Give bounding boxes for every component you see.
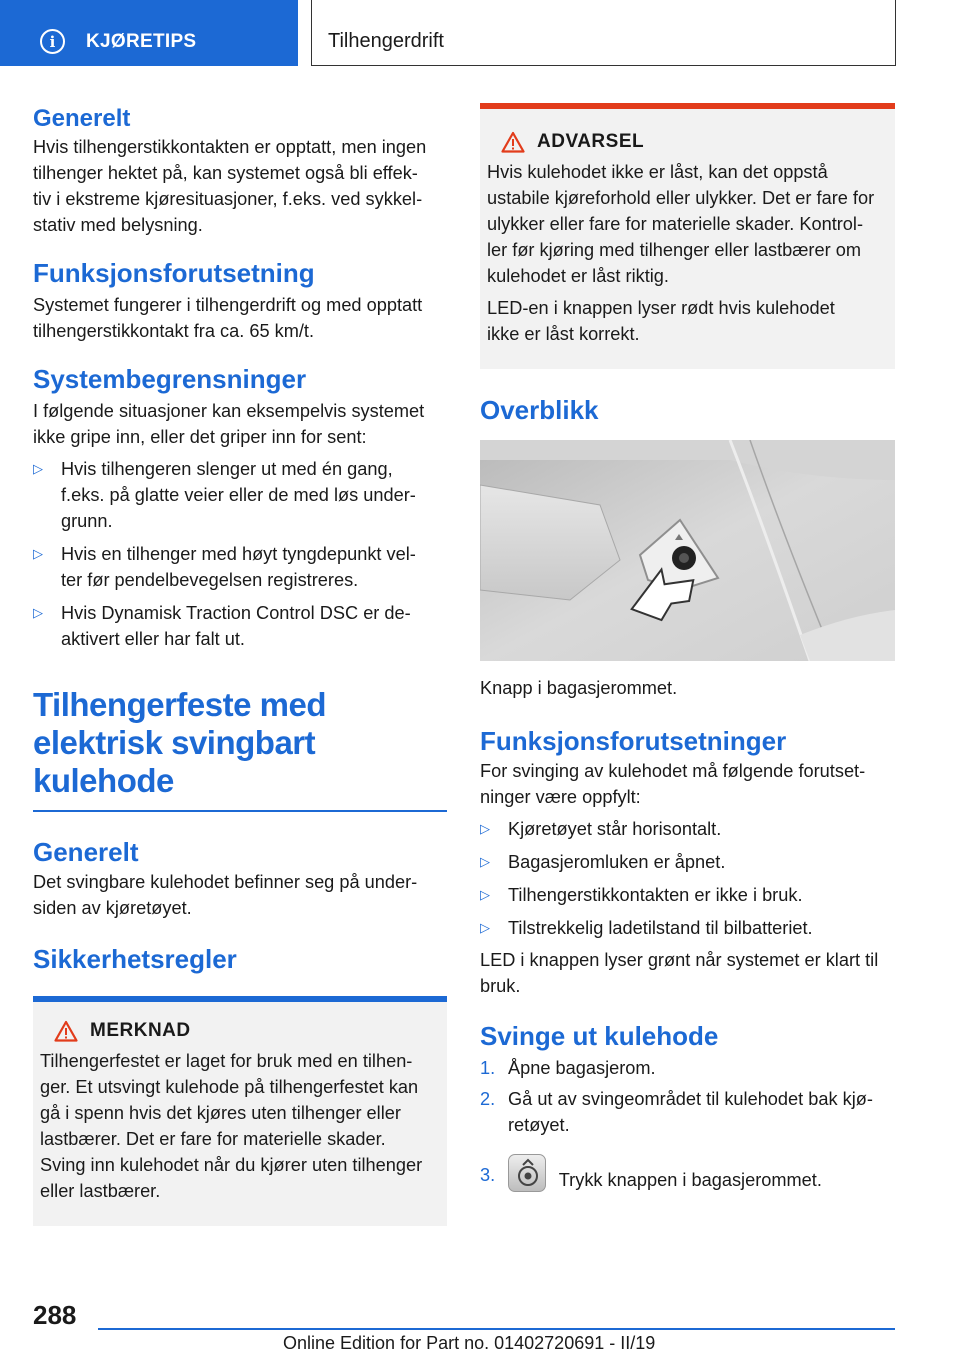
step-item (480, 1152, 895, 1200)
chapter-title-box (311, 0, 896, 66)
text-line: LED-en i knappen lyser rødt hvis kulehodet (487, 298, 835, 318)
edition-text: Online Edition for Part no. 01402720691 - II/19 (283, 1333, 656, 1353)
paragraph (33, 398, 447, 450)
info-icon: i (40, 29, 65, 54)
text-line: ikke er låst korrekt. (487, 324, 640, 344)
warning-triangle-icon (54, 1020, 78, 1042)
text-line: kulehodet er låst riktig. (487, 266, 669, 286)
warning-triangle-icon (501, 131, 525, 153)
text-line: Tilhengerfestet er laget for bruk med en tilhen- (40, 1050, 413, 1071)
text-line: ninger være oppfylt: (480, 787, 641, 807)
list-item (480, 816, 895, 842)
trunk-illustration (480, 440, 895, 661)
warning-title: ADVARSEL (537, 131, 645, 152)
text-line: ulykker eller fare for materielle skader. Kontrol- (487, 214, 864, 234)
section-heading-systembegrensninger: Systembegrensninger (33, 364, 307, 394)
chapter-title: Tilhengerdrift (328, 30, 444, 52)
list-item (480, 882, 895, 908)
tow-hitch-button-icon (508, 1154, 546, 1192)
section-heading-funksjonsforutsetning: Funksjonsforutsetning (33, 258, 315, 288)
paragraph (33, 869, 447, 921)
triangle-bullet-icon: ▷ (480, 887, 490, 902)
text-line: siden av kjøretøyet. (33, 897, 192, 918)
text-line: retøyet. (508, 1115, 570, 1135)
text-line: bruk. (480, 976, 521, 996)
section-heading-funksjonsforutsetninger: Funksjonsforutsetninger (480, 726, 787, 756)
warning-header (501, 131, 888, 153)
numbered-steps (480, 1055, 895, 1200)
section-tab-label: KJØRETIPS (86, 31, 197, 52)
section-tab (0, 0, 298, 66)
text-line: Bagasjeromluken er åpnet. (508, 852, 726, 872)
triangle-bullet-icon: ▷ (33, 605, 43, 620)
trunk-button-photo (480, 440, 895, 661)
text-line: Trykk knappen i bagasjerommet. (558, 1169, 822, 1190)
figure-caption: Knapp i bagasjerommet. (480, 678, 678, 698)
text-line: gå i spenn hvis det kjøres uten tilhenger eller (40, 1102, 401, 1123)
note-text (40, 1048, 440, 1204)
chapter-heading (33, 686, 447, 800)
text-line: tiv i ekstreme kjøresituasjoner, f.eks. ved sykkel- (33, 189, 423, 209)
section-heading-generelt-2: Generelt (33, 836, 139, 867)
text-line: lastbærer. Det er fare for materielle skader. (40, 1128, 386, 1149)
list-item (480, 915, 895, 941)
text-line: ustabile kjøreforhold eller ulykker. Det er fare for (487, 188, 875, 208)
text-line: tilhengerstikkontakt fra ca. 65 km/t. (33, 321, 315, 341)
text-line: eller lastbærer. (40, 1180, 161, 1201)
text-line: Åpne bagasjerom. (508, 1058, 656, 1078)
paragraph (480, 758, 895, 810)
list-item (33, 600, 447, 652)
paragraph (33, 292, 447, 344)
paragraph (33, 134, 447, 238)
list-item (480, 849, 895, 875)
step-item (480, 1055, 895, 1081)
list-item (33, 456, 447, 534)
section-heading-generelt: Generelt (33, 105, 131, 132)
left-column (33, 100, 447, 1226)
text-line: ikke gripe inn, eller det griper inn for sent: (33, 427, 367, 447)
text-line: stativ med belysning. (33, 215, 203, 235)
text-line: Hvis tilhengeren slenger ut med én gang, (61, 459, 393, 479)
text-line: Det svingbare kulehodet befinner seg på under- (33, 871, 418, 892)
note-header (54, 1020, 440, 1042)
triangle-bullet-icon: ▷ (33, 546, 43, 561)
page-header (0, 0, 960, 66)
text-line: Hvis tilhengerstikkontakten er opptatt, men ingen (33, 137, 427, 157)
warning-text (487, 159, 888, 289)
right-column (480, 103, 895, 1200)
triangle-bullet-icon: ▷ (480, 821, 490, 836)
step-number: 2. (480, 1089, 496, 1109)
text-line: aktivert eller har falt ut. (61, 629, 245, 649)
text-line: For svinging av kulehodet må følgende forutset- (480, 761, 866, 781)
page-number: 288 (33, 1300, 77, 1330)
chapter-heading-line: Tilhengerfeste med (33, 686, 326, 723)
footer-divider (98, 1328, 895, 1330)
triangle-bullet-icon: ▷ (480, 920, 490, 935)
text-line: Tilstrekkelig ladetilstand til bilbatteriet. (508, 918, 813, 938)
paragraph (480, 947, 895, 999)
text-line: Kjøretøyet står horisontalt. (508, 819, 722, 839)
bullet-list (480, 816, 895, 941)
text-line: Hvis kulehodet ikke er låst, kan det oppstå (487, 162, 828, 182)
text-line: Systemet fungerer i tilhengerdrift og med opptatt (33, 295, 423, 315)
text-line: ger. Et utsvingt kulehode på tilhengerfestet kan (40, 1076, 419, 1097)
bullet-list (33, 456, 447, 652)
text-line: Hvis Dynamisk Traction Control DSC er de- (61, 603, 411, 623)
section-heading-svinge-ut: Svinge ut kulehode (480, 1021, 719, 1051)
chapter-heading-line: kulehode (33, 762, 174, 799)
text-line: Hvis en tilhenger med høyt tyngdepunkt vel- (61, 544, 416, 564)
text-line: f.eks. på glatte veier eller de med løs under- (61, 485, 416, 505)
list-item (33, 541, 447, 593)
section-heading-overblikk: Overblikk (480, 395, 599, 425)
note-box (33, 996, 447, 1226)
note-title: MERKNAD (90, 1019, 191, 1041)
triangle-bullet-icon: ▷ (480, 854, 490, 869)
chapter-heading-line: elektrisk svingbart (33, 724, 316, 761)
text-line: Gå ut av svingeområdet til kulehodet bak kjø- (508, 1089, 873, 1109)
text-line: LED i knappen lyser grønt når systemet er klart til (480, 950, 879, 970)
text-line: I følgende situasjoner kan eksempelvis systemet (33, 401, 425, 421)
step-number: 3. (480, 1165, 496, 1185)
text-line: ler før kjøring med tilhenger eller lastbærer om (487, 240, 861, 260)
warning-box (480, 103, 895, 369)
step-number: 1. (480, 1058, 496, 1078)
text-line: Sving inn kulehodet når du kjører uten tilhenger (40, 1154, 423, 1175)
section-heading-sikkerhetsregler: Sikkerhetsregler (33, 943, 237, 974)
text-line: ter før pendelbevegelsen registreres. (61, 570, 359, 590)
text-line: Tilhengerstikkontakten er ikke i bruk. (508, 885, 803, 905)
text-line: tilhenger hektet på, kan systemet også bli effek- (33, 163, 418, 183)
chapter-divider (33, 810, 447, 812)
text-line: grunn. (61, 511, 113, 531)
warning-text (487, 295, 888, 347)
triangle-bullet-icon: ▷ (33, 461, 43, 476)
step-item (480, 1086, 895, 1138)
